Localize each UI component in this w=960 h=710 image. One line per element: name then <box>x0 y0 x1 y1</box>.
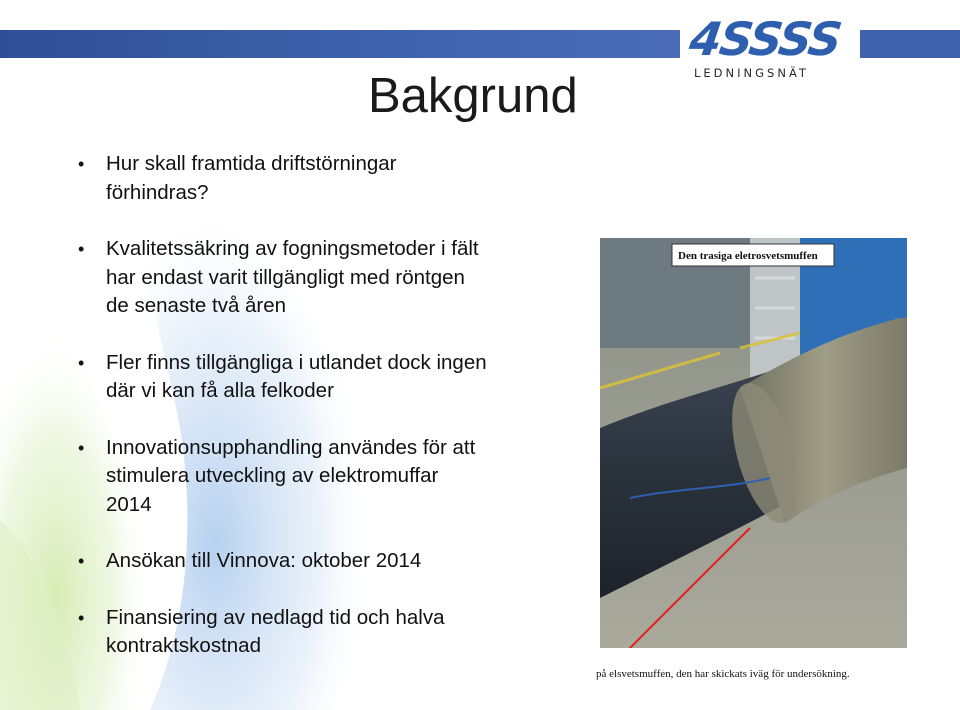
bullet-item <box>76 235 536 321</box>
photo-caption: på elsvetsmuffen, den har skickats iväg för undersökning. <box>596 668 850 680</box>
pipe-photo <box>600 238 907 648</box>
logo-mark: 4SSSS <box>686 12 844 66</box>
bullet-text: Kvalitetssäkring av fogningsmetoder i fält har endast varit tillgängligt med röntgen de senaste två åren <box>106 237 479 317</box>
pipe-photo-drawing <box>600 238 907 648</box>
bullet-item <box>76 434 536 520</box>
bullet-item <box>76 349 536 406</box>
bullet-item <box>76 604 536 661</box>
bullet-text: Ansökan till Vinnova: oktober 2014 <box>106 549 422 572</box>
bullet-text: Finansiering av nedlagd tid och halva kontraktskostnad <box>106 605 445 657</box>
company-logo <box>686 12 850 86</box>
bullet-item <box>76 547 536 576</box>
slide-title: Bakgrund <box>368 69 578 123</box>
bullet-text: Innovationsupphandling användes för att stimulera utveckling av elektromuffar 2014 <box>106 435 476 516</box>
logo-subtitle: LEDNINGSNÄT <box>694 66 809 80</box>
bullet-text: Hur skall framtida driftstörningar förhindras? <box>106 152 397 204</box>
photo-label: Den trasiga eletrosvetsmuffen <box>678 250 818 262</box>
bullet-list <box>76 150 536 689</box>
bullet-text: Fler finns tillgängliga i utlandet dock ingen där vi kan få alla felkoder <box>106 350 487 402</box>
bullet-item <box>76 150 536 207</box>
